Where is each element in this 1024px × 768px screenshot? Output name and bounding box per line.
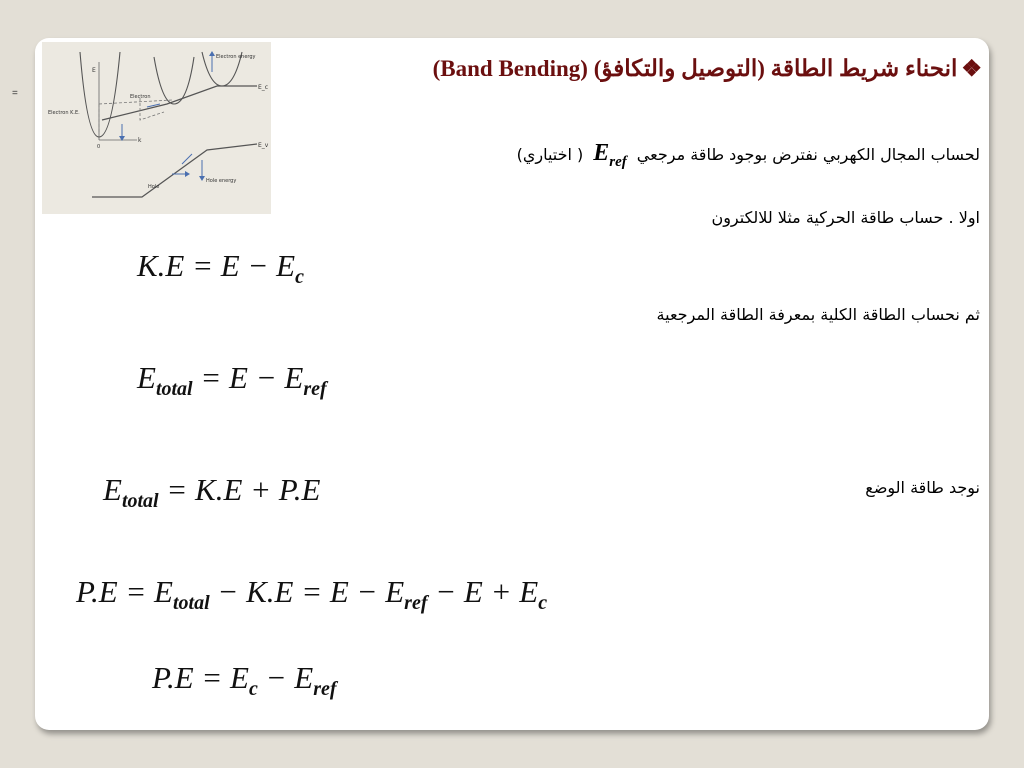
- band-bending-figure: [42, 42, 271, 214]
- text-line-4: نوجد طاقة الوضع: [865, 478, 980, 497]
- equation-potential-energy-result: $P.E = E_c - E_{ref}$: [152, 660, 337, 700]
- equation-potential-energy-expanded: $P.E = E_{total} - K.E = E - E_{ref} - E + E_c$: [76, 574, 548, 614]
- text-line-3: ثم نحساب الطاقة الكلية بمعرفة الطاقة المرجعية: [656, 305, 980, 324]
- slide-title: [433, 56, 982, 82]
- ec-label: E_c: [258, 84, 269, 91]
- k-axis-label: k: [138, 137, 142, 144]
- e-axis-label: E: [92, 67, 96, 74]
- diamond-bullet-icon: ❖: [961, 56, 982, 81]
- equation-kinetic-energy: $K.E = E - E_c$: [137, 248, 304, 288]
- line1-suffix: ( اختياري): [516, 145, 584, 164]
- line1-text: لحساب المجال الكهربي نفترض بوجود طاقة مرجعي: [636, 145, 980, 164]
- margin-mark: =: [12, 88, 18, 99]
- electron-ke-label: Electron K.E.: [48, 110, 80, 116]
- valence-band-line: [92, 144, 257, 197]
- origin-label: 0: [97, 144, 101, 150]
- electron-energy-label: Electron energy: [216, 54, 256, 60]
- hole-label: Hole: [148, 184, 160, 190]
- text-line-1: [517, 140, 980, 171]
- text-line-2: اولا . حساب طاقة الحركية مثلا للالكترون: [711, 208, 980, 227]
- ev-label: E_v: [258, 142, 269, 149]
- equation-total-energy-ref: $E_{total} = E - E_{ref}$: [137, 360, 327, 400]
- hole-energy-label: Hole energy: [206, 178, 237, 184]
- equation-total-energy-sum: $E_{total} = K.E + P.E$: [103, 472, 321, 512]
- left-parabola: [80, 52, 120, 137]
- eref-inline-math: $E_{ref}$: [593, 140, 627, 170]
- conduction-band-line: [102, 86, 257, 120]
- title-text: انحناء شريط الطاقة (التوصيل والتكافؤ) (Band Bending): [432, 56, 958, 81]
- electron-label: Electron: [130, 94, 151, 100]
